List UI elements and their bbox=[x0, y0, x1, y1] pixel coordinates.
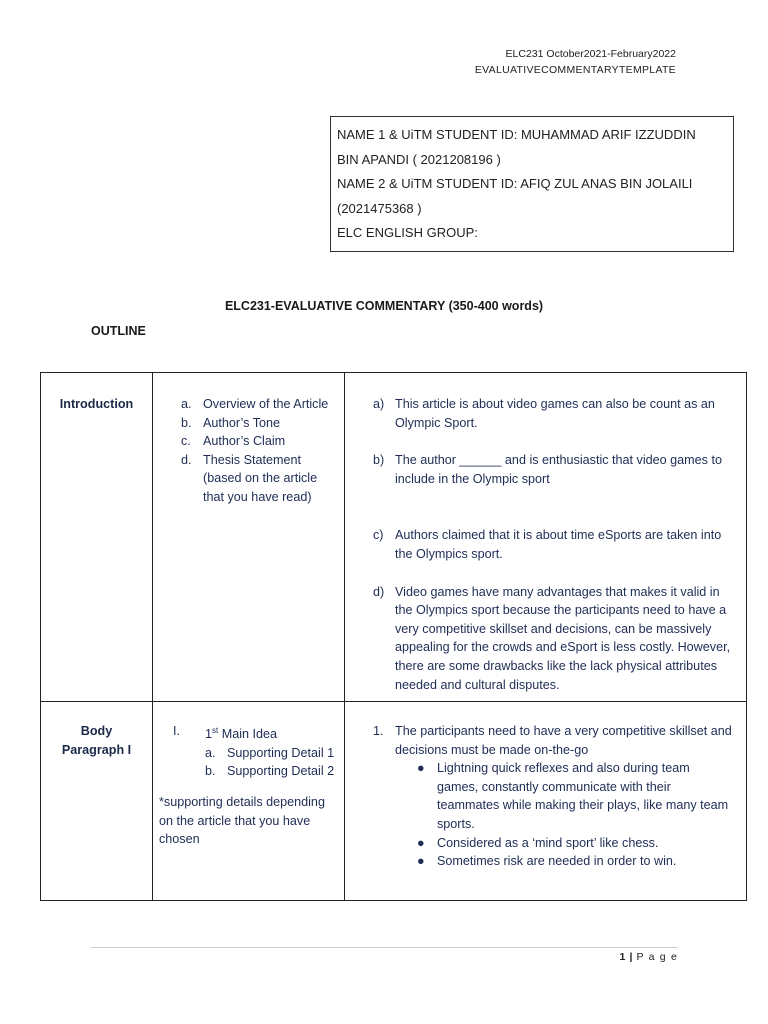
list-item: ● Sometimes risk are needed in order to win. bbox=[345, 852, 740, 871]
list-item: d. Thesis Statement (based on the article that you have read) bbox=[181, 452, 318, 504]
guide-cell bbox=[153, 373, 345, 702]
page-separator: | bbox=[629, 951, 633, 963]
list-item: a. Supporting Detail 1 bbox=[205, 745, 335, 760]
list-item: 1. The participants need to have a very competitive skillset and decisions must be made on-the-go bbox=[373, 724, 732, 757]
list-item: I. 1st Main Idea bbox=[173, 724, 278, 742]
list-item: ● Lightning quick reflexes and also during team games, constantly communicate with their teammates while making their plays, like many team sports. bbox=[417, 761, 729, 831]
table-row bbox=[41, 373, 747, 702]
outline-label: OUTLINE bbox=[91, 324, 146, 338]
list-item: a. Overview of the Article bbox=[181, 397, 329, 411]
id-line: (2021475368 ) bbox=[337, 200, 422, 216]
response-cell bbox=[345, 702, 747, 901]
bullet-icon: ● bbox=[417, 854, 425, 869]
list-item: b) The author ______ and is enthusiastic that video games to include in the Olympic sport bbox=[373, 453, 722, 486]
list-item: ● Considered as a ‘mind sport’ like chess. bbox=[345, 834, 740, 853]
list-item: a) This article is about video games can also be count as an Olympic Sport. bbox=[373, 397, 715, 430]
list-item: d) Video games have many advantages that makes it valid in the Olympics sport because the participants need to have a very competitive skillset and decisions, can be massively appealing for the crowds and eSport is less costly. However, there are some drawbacks like the lack physical attributes needed and cultural disputes. bbox=[373, 584, 731, 692]
body-paragraph-heading: Body Paragraph I bbox=[61, 724, 132, 757]
bullet-icon: ● bbox=[417, 835, 425, 850]
guide-cell bbox=[153, 702, 345, 901]
outline-table bbox=[40, 372, 747, 901]
template-label: EVALUATIVECOMMENTARYTEMPLATE bbox=[474, 64, 676, 76]
list-item: b. Author’s Tone bbox=[181, 415, 281, 430]
list-item: c) Authors claimed that it is about time eSports are taken into the Olympics sport. bbox=[373, 528, 722, 561]
introduction-heading: Introduction bbox=[59, 397, 134, 411]
list-item: b. Supporting Detail 2 bbox=[205, 764, 335, 779]
response-list bbox=[345, 702, 746, 871]
guide-list bbox=[153, 373, 344, 507]
document-title: ELC231-EVALUATIVE COMMENTARY (350-400 words) bbox=[224, 299, 544, 313]
response-cell bbox=[345, 373, 747, 702]
supporting-note: *supporting details depending on the article that you have chosen bbox=[159, 794, 325, 847]
row-heading-cell bbox=[41, 373, 153, 702]
footer-divider bbox=[91, 947, 678, 948]
row-heading-cell bbox=[41, 702, 153, 901]
table-row bbox=[41, 702, 747, 901]
id-line: NAME 1 & UiTM STUDENT ID: MUHAMMAD ARIF IZZUDDIN bbox=[337, 127, 696, 142]
id-line: ELC ENGLISH GROUP: bbox=[337, 225, 478, 241]
bullet-group bbox=[345, 759, 746, 871]
id-line: BIN APANDI ( 2021208196 ) bbox=[337, 151, 501, 167]
course-code: ELC231 October2021-February2022 bbox=[505, 48, 676, 60]
bullet-icon: ● bbox=[417, 761, 425, 776]
student-id-box bbox=[330, 116, 734, 252]
page-label: P a g e bbox=[636, 951, 678, 963]
list-item: c. Author’s Claim bbox=[181, 434, 286, 449]
id-line: NAME 2 & UiTM STUDENT ID: AFIQ ZUL ANAS BIN JOLAILI bbox=[337, 176, 693, 192]
response-list bbox=[345, 373, 746, 694]
page-number: 1 bbox=[619, 951, 626, 963]
guide-list bbox=[153, 702, 344, 849]
page-footer bbox=[619, 951, 678, 963]
